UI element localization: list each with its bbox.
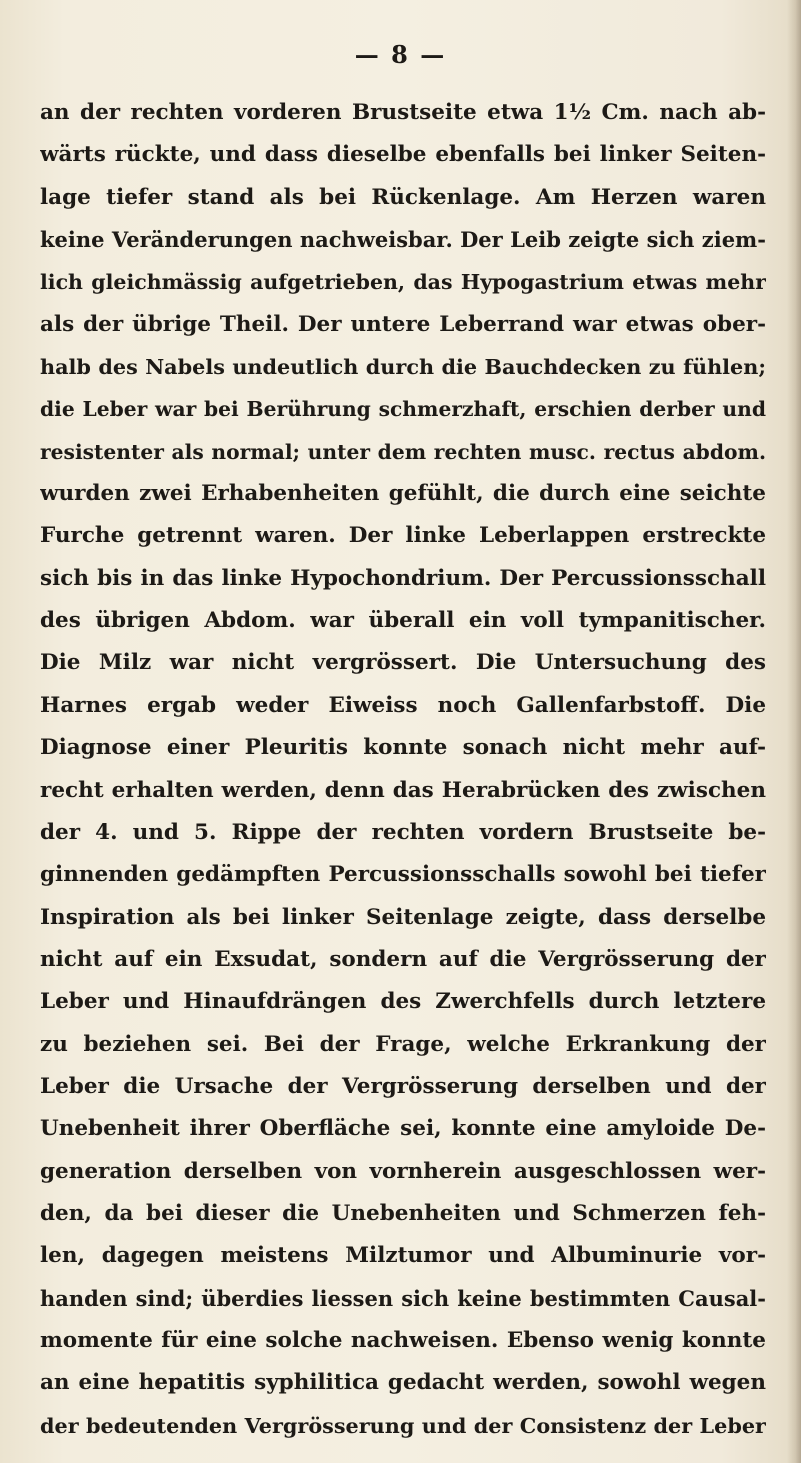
text-line: Die Milz war nicht vergrössert. Die Untersuchung des (40, 650, 766, 676)
text-line: recht erhalten werden, denn das Herabrücken des zwischen (40, 777, 766, 803)
text-line: sich bis in das linke Hypochondrium. Der Percussionsschall (40, 565, 766, 591)
text-line: der bedeutenden Vergrösserung und der Consistenz der Leber (40, 1413, 766, 1438)
text-line: Leber die Ursache der Vergrösserung derselben und der (40, 1073, 766, 1099)
text-line: Leber und Hinaufdrängen des Zwerchfells durch letztere (40, 989, 766, 1015)
text-line: des übrigen Abdom. war überall ein voll tympanitischer. (40, 608, 766, 634)
text-line: lage tiefer stand als bei Rückenlage. Am Herzen waren (40, 184, 766, 210)
text-line: an eine hepatitis syphilitica gedacht werden, sowohl wegen (40, 1370, 766, 1396)
body-text (40, 92, 766, 1447)
text-line: Harnes ergab weder Eiweiss noch Gallenfarbstoff. Die (40, 692, 766, 718)
text-line: ginnenden gedämpften Percussionsschalls sowohl bei tiefer (40, 862, 766, 888)
text-line: lich gleichmässig aufgetrieben, das Hypogastrium etwas mehr (40, 270, 766, 295)
text-line: momente für eine solche nachweisen. Ebenso wenig konnte (40, 1327, 766, 1353)
text-line: der 4. und 5. Rippe der rechten vordern Brustseite be- (40, 819, 766, 845)
text-line: an der rechten vorderen Brustseite etwa 1½ Cm. nach ab- (40, 100, 766, 125)
text-line: zu beziehen sei. Bei der Frage, welche Erkrankung der (40, 1031, 766, 1057)
text-line: Diagnose einer Pleuritis konnte sonach nicht mehr auf- (40, 735, 766, 761)
text-line: wurden zwei Erhabenheiten gefühlt, die durch eine seichte (40, 481, 766, 507)
text-line: nicht auf ein Exsudat, sondern auf die Vergrösserung der (40, 946, 766, 972)
text-line: Unebenheit ihrer Oberfläche sei, konnte eine amyloide De- (40, 1116, 766, 1142)
text-line: den, da bei dieser die Unebenheiten und Schmerzen feh- (40, 1200, 766, 1226)
text-line: die Leber war bei Berührung schmerzhaft, erschien derber und (40, 397, 766, 422)
page-number: — 8 — (354, 40, 447, 69)
text-line: Furche getrennt waren. Der linke Leberlappen erstreckte (40, 523, 766, 549)
text-line: als der übrige Theil. Der untere Leberrand war etwas ober- (40, 311, 766, 337)
text-line: halb des Nabels undeutlich durch die Bauchdecken zu fühlen; (40, 355, 766, 380)
text-line: resistenter als normal; unter dem rechten musc. rectus abdom. (40, 439, 766, 464)
page-edge-shadow (787, 0, 801, 1463)
text-line: Inspiration als bei linker Seitenlage zeigte, dass derselbe (40, 904, 766, 930)
text-line: len, dagegen meistens Milztumor und Albuminurie vor- (40, 1243, 766, 1269)
text-line: wärts rückte, und dass dieselbe ebenfalls bei linker Seiten- (40, 142, 766, 168)
text-line: generation derselben von vornherein ausgeschlossen wer- (40, 1158, 766, 1184)
text-line: handen sind; überdies liessen sich keine bestimmten Causal- (40, 1285, 766, 1311)
text-line: keine Veränderungen nachweisbar. Der Leib zeigte sich ziem- (40, 227, 766, 253)
